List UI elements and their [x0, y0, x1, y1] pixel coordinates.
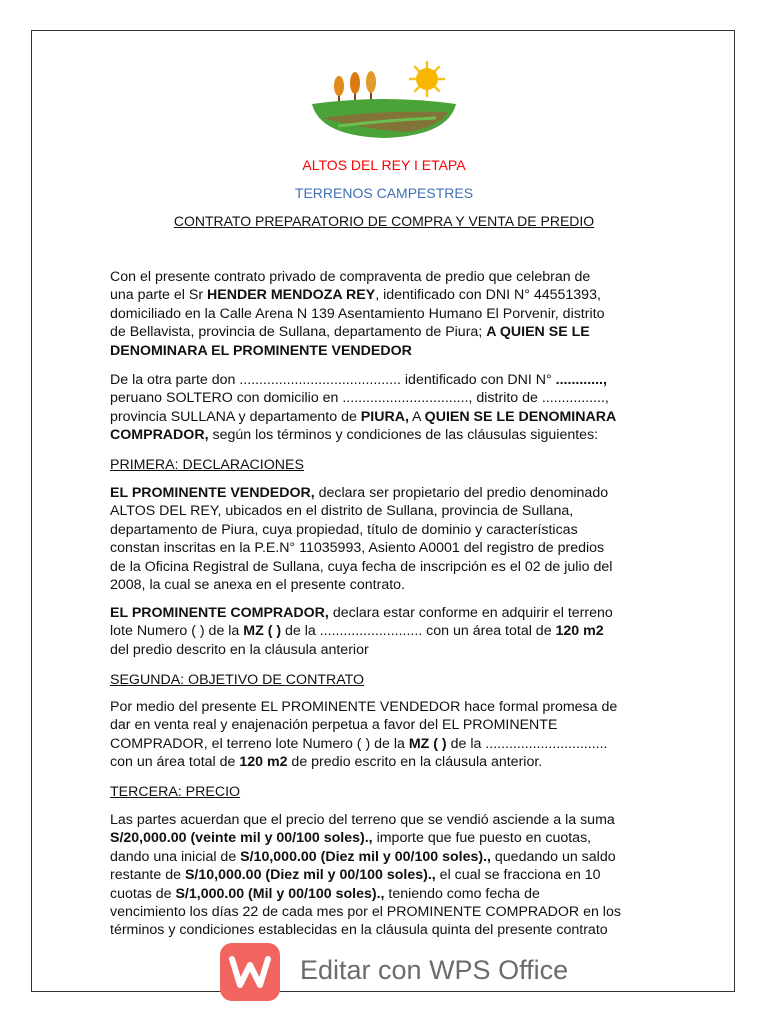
buyer-paragraph — [110, 371, 666, 445]
text-line: EL PROMINENTE COMPRADOR, declara estar conforme en adquirir el terreno — [110, 605, 613, 621]
text-line: S/20,000.00 (veinte mil y 00/100 soles)., importe que fue puesto en cuotas, — [110, 830, 592, 847]
sun-icon — [410, 62, 444, 96]
contract-title: CONTRATO PREPARATORIO DE COMPRA Y VENTA DE PREDIO — [173, 213, 595, 229]
text-line: una parte el Sr HENDER MENDOZA REY, identificado con DNI N° 44551393, — [110, 287, 601, 304]
text-line: departamento de Piura, cuya propiedad, título de dominio y características — [110, 521, 578, 538]
section-heading-primera: PRIMERA: DECLARACIONES — [110, 457, 304, 473]
primera-paragraph-1 — [110, 484, 666, 594]
text-line: lote Numero ( ) de la MZ ( ) de la .......................... con un área total de 120 m2 — [110, 623, 604, 640]
text-line: COMPRADOR, según los términos y condiciones de las cláusulas siguientes: — [110, 427, 599, 444]
section-heading-tercera: TERCERA: PRECIO — [110, 784, 241, 800]
text-line: Con el presente contrato privado de compraventa de predio que celebran de — [110, 269, 591, 285]
text-line: vencimiento los días 22 de cada mes por el PROMINENTE COMPRADOR en los — [110, 904, 621, 921]
edit-with-wps-banner[interactable] — [218, 941, 588, 1003]
text-line: dando una inicial de S/10,000.00 (Diez mil y 00/100 soles)., quedando un saldo — [110, 848, 616, 865]
text-line: de la Oficina Registral de Sullana, cuya fecha de inscripción es el 02 de julio del — [110, 558, 613, 575]
text-line: términos y condiciones establecidas en la cláusula quinta del presente contrato — [110, 922, 608, 939]
wps-office-icon — [220, 943, 280, 1001]
text-line: con un área total de 120 m2 de predio escrito en la cláusula anterior. — [110, 754, 543, 771]
trees-icon — [334, 71, 376, 104]
company-subtitle: TERRENOS CAMPESTRES — [294, 185, 474, 201]
text-line: provincia SULLANA y departamento de PIURA, A QUIEN SE LE DENOMINARA — [110, 408, 617, 425]
text-line: domiciliado en la Calle Arena N 139 Asentamiento Humano El Porvenir, distrito — [110, 305, 605, 322]
section-heading-segunda: SEGUNDA: OBJETIVO DE CONTRATO — [110, 672, 365, 688]
company-title: ALTOS DEL REY I ETAPA — [302, 157, 466, 173]
text-line: constan inscritas en la P.E.N° 11035993, Asiento A0001 del registro de predios — [110, 540, 605, 557]
text-line: EL PROMINENTE VENDEDOR, declara ser propietario del predio denominado — [110, 485, 609, 501]
text-line: restante de S/10,000.00 (Diez mil y 00/100 soles)., el cual se fracciona en 10 — [110, 867, 601, 884]
text-line: Las partes acuerdan que el precio del terreno que se vendió asciende a la suma — [110, 812, 615, 828]
text-line: peruano SOLTERO con domicilio en ................................, distrito de ................, — [110, 390, 609, 407]
text-line: De la otra parte don ......................................... identificado con DNI N° ............, — [110, 372, 607, 388]
text-line: DENOMINARA EL PROMINENTE VENDEDOR — [110, 342, 412, 359]
text-line: 2008, la cual se anexa en el presente contrato. — [110, 577, 405, 594]
text-line: de Bellavista, provincia de Sullana, departamento de Piura; A QUIEN SE LE — [110, 324, 590, 341]
text-line: COMPRADOR, el terreno lote Numero ( ) de la MZ ( ) de la ............................... — [110, 735, 608, 752]
text-line: Por medio del presente EL PROMINENTE VENDEDOR hace formal promesa de — [110, 699, 618, 715]
text-line: ALTOS DEL REY, ubicados en el distrito de Sullana, provincia de Sullana, — [110, 503, 574, 520]
altos-del-rey-logo — [308, 60, 460, 140]
segunda-paragraph — [110, 698, 666, 772]
intro-paragraph — [110, 268, 666, 360]
field-icon — [312, 99, 456, 138]
tercera-paragraph — [110, 811, 666, 940]
text-line: dar en venta real y enajenación perpetua a favor del EL PROMINENTE — [110, 717, 558, 734]
text-line: del predio descrito en la cláusula anterior — [110, 641, 369, 658]
edit-with-wps-label: Editar con WPS Office — [300, 955, 569, 985]
text-line: cuotas de S/1,000.00 (Mil y 00/100 soles)., teniendo como fecha de — [110, 885, 540, 902]
primera-paragraph-2 — [110, 604, 666, 659]
